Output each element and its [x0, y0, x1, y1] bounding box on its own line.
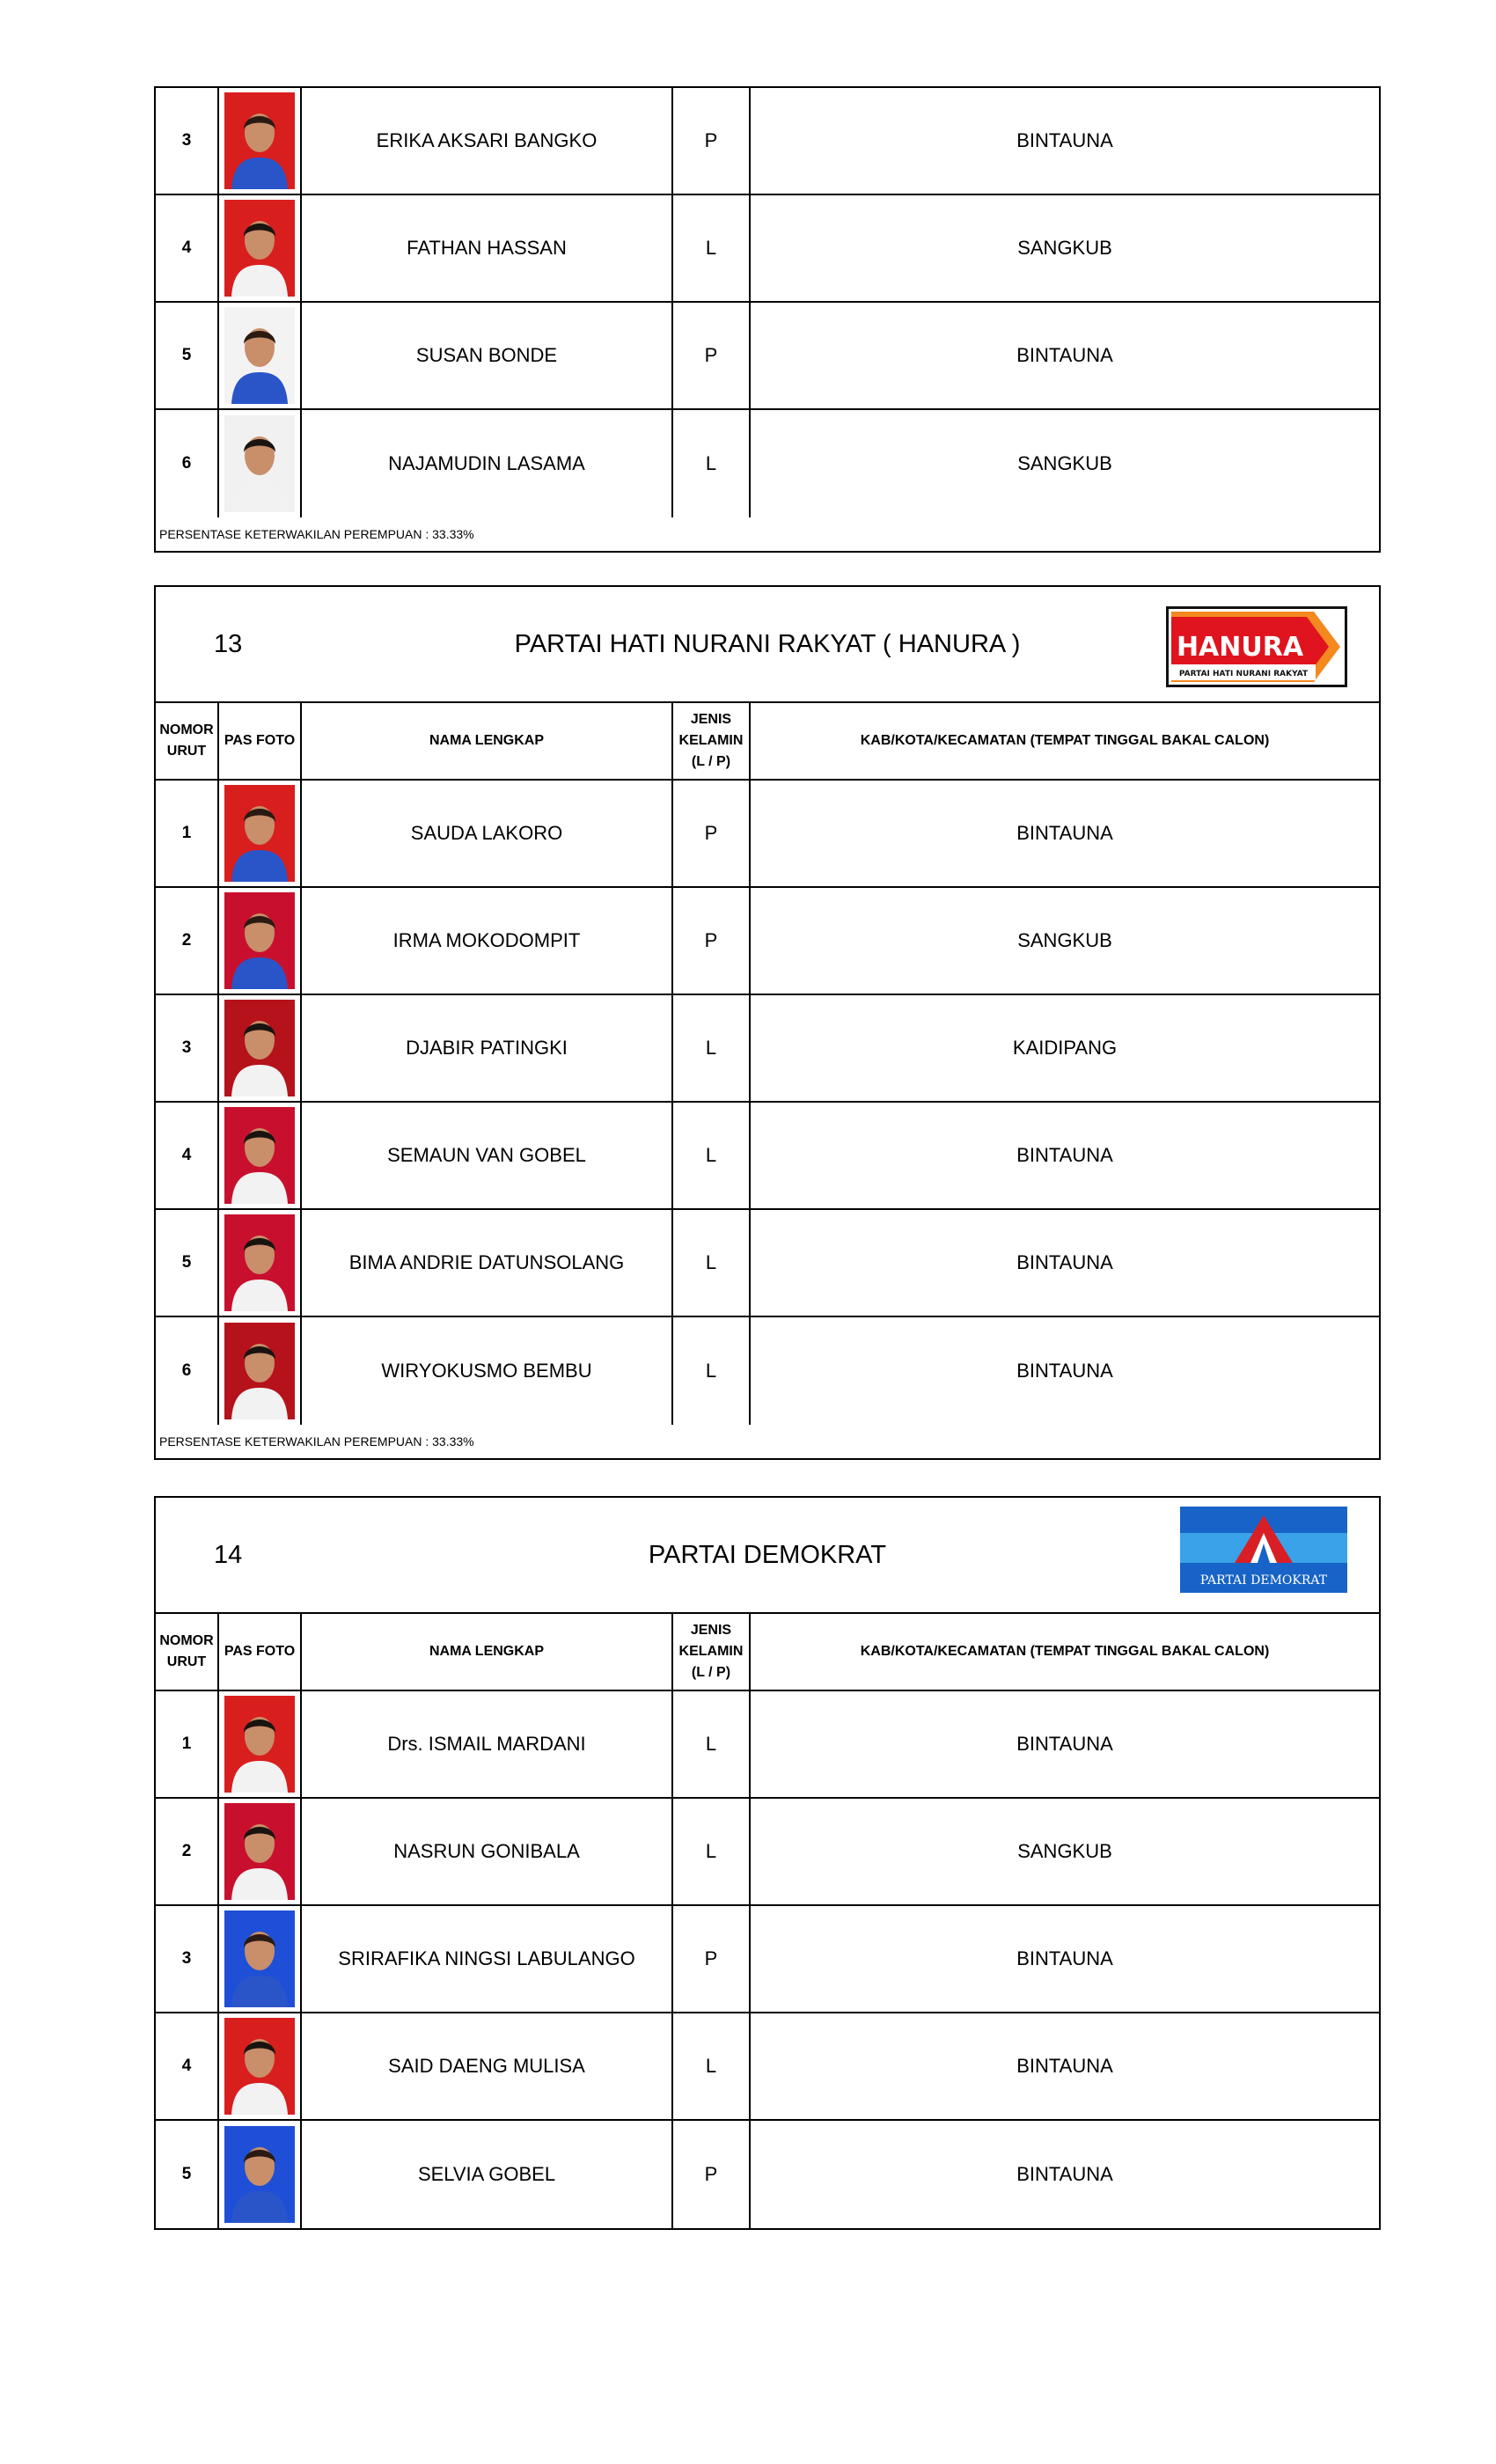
column-header-row	[156, 703, 1379, 781]
candidate-photo	[224, 1000, 295, 1096]
candidate-photo	[224, 200, 295, 297]
candidate-photo-cell	[219, 1906, 302, 2012]
candidate-row	[156, 781, 1379, 888]
candidate-gender: L	[673, 995, 751, 1101]
candidate-location: BINTAUNA	[1016, 1733, 1113, 1755]
hanura-logo	[1166, 606, 1347, 692]
party-header	[156, 1498, 1379, 1614]
candidate-photo-cell	[219, 781, 302, 886]
candidate-name: SEMAUN VAN GOBEL	[302, 1103, 673, 1208]
candidate-gender: P	[673, 1906, 751, 2012]
candidate-gender: L	[673, 410, 751, 517]
candidate-number: 3	[156, 88, 219, 194]
header-jenis-kelamin: JENIS KELAMIN (L / P)	[673, 1614, 751, 1690]
candidate-row	[156, 2121, 1379, 2228]
candidate-name: SRIRAFIKA NINGSI LABULANGO	[302, 1906, 673, 2012]
candidate-row	[156, 1210, 1379, 1317]
candidate-number: 2	[156, 1799, 219, 1904]
candidate-photo-cell	[219, 2121, 302, 2228]
candidate-table-continued	[154, 86, 1381, 553]
candidate-name: IRMA MOKODOMPIT	[302, 888, 673, 994]
candidate-name: ERIKA AKSARI BANGKO	[302, 88, 673, 194]
candidate-number: 5	[156, 2121, 219, 2228]
candidate-number: 1	[156, 1691, 219, 1797]
candidate-gender: L	[673, 1691, 751, 1797]
header-jenis-kelamin: JENIS KELAMIN (L / P)	[673, 703, 751, 779]
candidate-photo	[224, 785, 295, 882]
header-nama-lengkap: NAMA LENGKAP	[302, 703, 673, 779]
candidate-photo-cell	[219, 303, 302, 408]
candidate-photo	[224, 2018, 295, 2115]
candidate-row	[156, 888, 1379, 995]
header-nomor-urut: NOMOR URUT	[156, 1614, 219, 1690]
candidate-location: SANGKUB	[1017, 929, 1112, 951]
candidate-gender: P	[673, 781, 751, 886]
candidate-gender: P	[673, 888, 751, 994]
candidate-photo	[224, 1910, 295, 2007]
candidate-location: BINTAUNA	[1016, 1360, 1113, 1382]
candidate-number: 4	[156, 2013, 219, 2119]
candidate-name: FATHAN HASSAN	[302, 195, 673, 301]
candidate-row	[156, 1906, 1379, 2013]
candidate-gender: P	[673, 303, 751, 408]
candidate-photo-cell	[219, 195, 302, 301]
candidate-photo-cell	[219, 1691, 302, 1797]
candidate-location: BINTAUNA	[1016, 2055, 1113, 2077]
candidate-photo	[224, 1107, 295, 1204]
candidate-gender: L	[673, 1799, 751, 1904]
candidate-location: BINTAUNA	[1016, 129, 1113, 151]
candidate-gender: P	[673, 88, 751, 194]
candidate-location: SANGKUB	[1017, 237, 1112, 259]
candidate-name: SUSAN BONDE	[302, 303, 673, 408]
candidate-number: 6	[156, 410, 219, 517]
candidate-location: BINTAUNA	[1016, 1947, 1113, 1969]
candidate-gender: P	[673, 2121, 751, 2228]
candidate-photo	[224, 92, 295, 189]
candidate-name: WIRYOKUSMO BEMBU	[302, 1317, 673, 1425]
candidate-location: BINTAUNA	[1016, 1251, 1113, 1273]
candidate-photo-cell	[219, 995, 302, 1101]
candidate-gender: L	[673, 1317, 751, 1425]
candidate-name: Drs. ISMAIL MARDANI	[302, 1691, 673, 1797]
candidate-photo	[224, 1696, 295, 1793]
candidate-name: SELVIA GOBEL	[302, 2121, 673, 2228]
candidate-location: SANGKUB	[1017, 1840, 1112, 1862]
party-header	[156, 587, 1379, 703]
party-table-demokrat	[154, 1496, 1381, 2230]
candidate-number: 2	[156, 888, 219, 994]
candidate-row	[156, 2013, 1379, 2121]
candidate-photo-cell	[219, 1210, 302, 1316]
candidate-number: 4	[156, 195, 219, 301]
candidate-photo-cell	[219, 888, 302, 994]
candidate-gender: L	[673, 2013, 751, 2119]
header-nama-lengkap: NAMA LENGKAP	[302, 1614, 673, 1690]
candidate-location: BINTAUNA	[1016, 344, 1113, 366]
candidate-row	[156, 1691, 1379, 1799]
candidate-location: BINTAUNA	[1016, 822, 1113, 844]
percentage-text: PERSENTASE KETERWAKILAN PEREMPUAN : 33.33%	[159, 527, 474, 541]
candidate-row	[156, 303, 1379, 410]
candidate-photo-cell	[219, 2013, 302, 2119]
candidate-number: 3	[156, 1906, 219, 2012]
candidate-row	[156, 88, 1379, 195]
candidate-name: NAJAMUDIN LASAMA	[302, 410, 673, 517]
candidate-photo-cell	[219, 1103, 302, 1208]
percentage-text: PERSENTASE KETERWAKILAN PEREMPUAN : 33.33%	[159, 1434, 474, 1448]
candidate-name: SAUDA LAKORO	[302, 781, 673, 886]
candidate-photo	[224, 892, 295, 989]
candidate-number: 1	[156, 781, 219, 886]
candidate-name: BIMA ANDRIE DATUNSOLANG	[302, 1210, 673, 1316]
candidate-photo	[224, 415, 295, 512]
candidate-name: DJABIR PATINGKI	[302, 995, 673, 1101]
demokrat-logo-text: PARTAI DEMOKRAT	[1199, 1573, 1328, 1588]
candidate-number: 6	[156, 1317, 219, 1425]
column-header-row	[156, 1614, 1379, 1691]
candidate-row	[156, 995, 1379, 1103]
candidate-photo	[224, 2126, 295, 2223]
candidate-row	[156, 1799, 1379, 1906]
candidate-gender: L	[673, 195, 751, 301]
header-pas-foto: PAS FOTO	[219, 1614, 302, 1690]
candidate-photo-cell	[219, 410, 302, 517]
candidate-row	[156, 1317, 1379, 1425]
candidate-photo-cell	[219, 88, 302, 194]
candidate-location: BINTAUNA	[1016, 2163, 1113, 2185]
candidate-row	[156, 410, 1379, 517]
candidate-name: NASRUN GONIBALA	[302, 1799, 673, 1904]
candidate-row	[156, 195, 1379, 303]
demokrat-logo	[1180, 1507, 1347, 1597]
party-number: 13	[214, 629, 243, 658]
hanura-logo-text: HANURA	[1176, 632, 1304, 663]
candidate-row	[156, 1103, 1379, 1210]
candidate-gender: L	[673, 1103, 751, 1208]
party-table-hanura	[154, 585, 1381, 1460]
hanura-logo-subtext: PARTAI HATI NURANI RAKYAT	[1178, 670, 1309, 678]
candidate-location: KAIDIPANG	[1012, 1037, 1118, 1059]
candidate-location: SANGKUB	[1017, 452, 1112, 474]
candidate-photo-cell	[219, 1799, 302, 1904]
candidate-photo-cell	[219, 1317, 302, 1425]
candidate-name: SAID DAENG MULISA	[302, 2013, 673, 2119]
party-name: PARTAI DEMOKRAT	[648, 1540, 887, 1569]
percentage-row	[156, 1425, 1379, 1458]
candidate-number: 4	[156, 1103, 219, 1208]
candidate-number: 5	[156, 1210, 219, 1316]
candidate-location: BINTAUNA	[1016, 1144, 1113, 1166]
header-kab-kota: KAB/KOTA/KECAMATAN (TEMPAT TINGGAL BAKAL CALON)	[860, 733, 1270, 748]
percentage-row	[156, 517, 1379, 551]
party-number: 14	[214, 1540, 243, 1569]
candidate-number: 3	[156, 995, 219, 1101]
header-nomor-urut: NOMOR URUT	[156, 703, 219, 779]
candidate-photo	[224, 1214, 295, 1311]
candidate-photo	[224, 307, 295, 404]
party-name: PARTAI HATI NURANI RAKYAT ( HANURA )	[514, 629, 1021, 658]
header-kab-kota: KAB/KOTA/KECAMATAN (TEMPAT TINGGAL BAKAL CALON)	[860, 1644, 1270, 1659]
header-pas-foto: PAS FOTO	[219, 703, 302, 779]
candidate-number: 5	[156, 303, 219, 408]
candidate-gender: L	[673, 1210, 751, 1316]
candidate-photo	[224, 1803, 295, 1900]
candidate-photo	[224, 1323, 295, 1419]
